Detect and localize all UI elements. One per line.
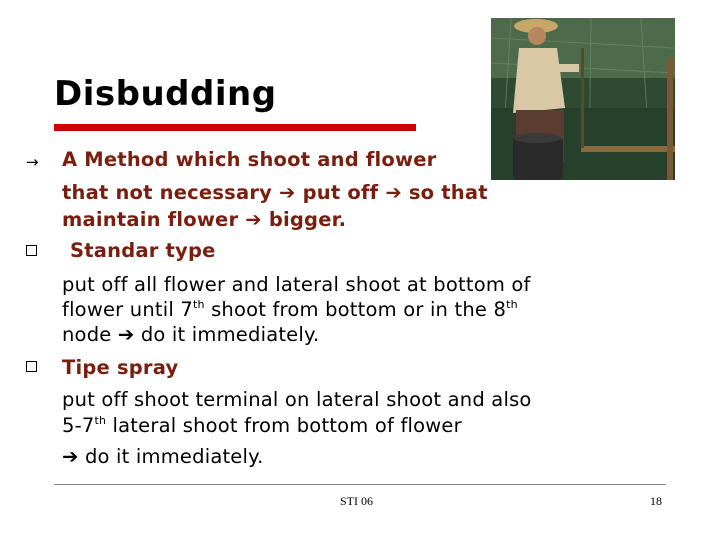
tipe-line-2: 5-7th lateral shoot from bottom of flower — [62, 414, 462, 437]
bullet-1-line-2: that not necessary ➔ put off ➔ so that — [62, 181, 488, 204]
arrow-icon: ➔ — [62, 445, 79, 468]
square-bullet-icon — [26, 360, 37, 376]
slide-title: Disbudding — [54, 74, 277, 114]
arrow-icon: ➔ — [117, 323, 135, 346]
bullet-1-line-3: maintain flower ➔ bigger. — [62, 208, 347, 231]
square-bullet-icon — [26, 244, 37, 260]
tipe-spray-heading: Tipe spray — [62, 356, 179, 379]
title-underline — [54, 124, 416, 131]
footer-divider — [54, 484, 666, 485]
bullet-1-line-1: A Method which shoot and flower — [62, 148, 437, 171]
page-number: 18 — [650, 494, 662, 508]
arrow-icon: ➔ — [245, 208, 262, 231]
photo-of-worker — [491, 18, 675, 180]
footer-label: STI 06 — [340, 494, 373, 508]
standar-line-2: flower until 7th shoot from bottom or in the 8th — [62, 298, 518, 321]
tipe-line-3: ➔ do it immediately. — [62, 445, 264, 468]
standar-line-3: node ➔ do it immediately. — [62, 323, 320, 346]
arrow-bullet-icon: → — [26, 153, 39, 171]
standar-line-1: put off all flower and lateral shoot at bottom of — [62, 273, 531, 296]
arrow-icon: ➔ — [279, 181, 296, 204]
arrow-icon: ➔ — [385, 181, 402, 204]
standar-type-heading: Standar type — [70, 239, 216, 262]
tipe-line-1: put off shoot terminal on lateral shoot and also — [62, 388, 532, 411]
